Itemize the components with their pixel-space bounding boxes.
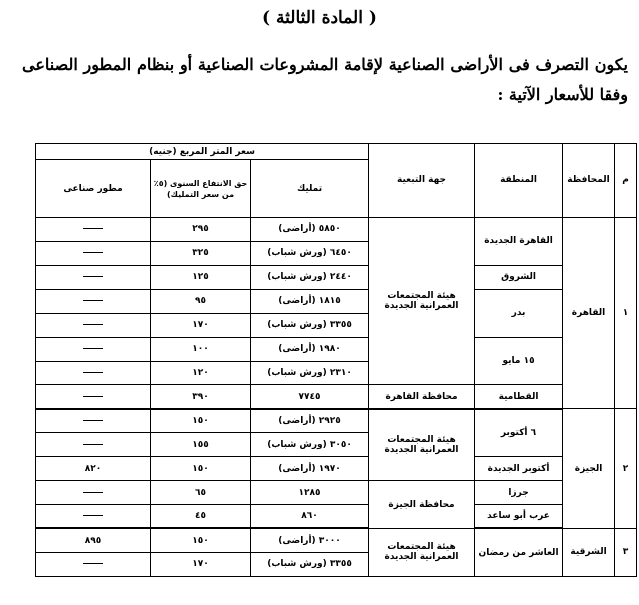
- header-developer: مطور صناعى: [36, 160, 151, 218]
- cell-developer: [36, 481, 151, 505]
- dash-mark: [83, 492, 103, 493]
- cell-governorate: الجيزة: [563, 409, 615, 529]
- header-authority: جهة التبعية: [369, 144, 475, 218]
- cell-ownership: ٣٠٠٠ (أراضى): [251, 528, 369, 552]
- table-row: [36, 457, 637, 481]
- dash-mark: [83, 252, 103, 253]
- dash-mark: [83, 396, 103, 397]
- cell-zone: بدر: [475, 289, 563, 337]
- dash-mark: [83, 228, 103, 229]
- header-num: م: [615, 144, 637, 218]
- dash-mark: [83, 563, 103, 564]
- table-row: [36, 409, 637, 433]
- cell-developer: [36, 409, 151, 433]
- cell-usufruct: ١٧٠: [151, 552, 251, 576]
- cell-ownership: ١٩٧٠ (أراضى): [251, 457, 369, 481]
- cell-authority: هيئة المجتمعات العمرانية الجديدة: [369, 409, 475, 481]
- table-row: [36, 217, 637, 241]
- cell-developer: ٨٢٠: [36, 457, 151, 481]
- cell-zone: جرزا: [475, 481, 563, 505]
- cell-ownership: ٣٠٥٠ (ورش شباب): [251, 433, 369, 457]
- cell-authority: هيئة المجتمعات العمرانية الجديدة: [369, 528, 475, 576]
- cell-developer: [36, 337, 151, 361]
- cell-ownership: ١٨١٥ (أراضى): [251, 289, 369, 313]
- cell-num: ٢: [615, 409, 637, 529]
- dash-mark: [83, 372, 103, 373]
- table-row: [36, 385, 637, 409]
- cell-usufruct: ٣٢٥: [151, 241, 251, 265]
- cell-usufruct: ١٥٠: [151, 409, 251, 433]
- cell-authority: هيئة المجتمعات العمرانية الجديدة: [369, 217, 475, 384]
- cell-ownership: ٦٤٥٠ (ورش شباب): [251, 241, 369, 265]
- cell-ownership: ١٩٨٠ (أراضى): [251, 337, 369, 361]
- table-row: [36, 528, 637, 552]
- cell-zone: عرب أبو ساعد: [475, 505, 563, 529]
- cell-developer: [36, 433, 151, 457]
- header-price-group: سعر المتر المربع (جنيه): [36, 144, 369, 160]
- cell-ownership: ٢٤٤٠ (ورش شباب): [251, 265, 369, 289]
- cell-usufruct: ١٥٠: [151, 528, 251, 552]
- cell-usufruct: ٤٥: [151, 505, 251, 529]
- cell-usufruct: ٦٥: [151, 481, 251, 505]
- cell-governorate: الشرقية: [563, 528, 615, 576]
- cell-authority: محافظة الجيزة: [369, 481, 475, 529]
- dash-mark: [83, 324, 103, 325]
- cell-developer: [36, 217, 151, 241]
- cell-governorate: القاهرة: [563, 217, 615, 408]
- dash-mark: [83, 276, 103, 277]
- article-title: ( المادة الثالثة ): [262, 8, 377, 28]
- header-zone: المنطقة: [475, 144, 563, 218]
- table-row: [36, 337, 637, 361]
- table-row: [36, 265, 637, 289]
- table-header-row: [36, 144, 637, 160]
- cell-zone: العاشر من رمضان: [475, 528, 563, 576]
- table-row: [36, 289, 637, 313]
- cell-developer: ٨٩٥: [36, 528, 151, 552]
- header-ownership: تمليك: [251, 160, 369, 218]
- cell-developer: [36, 241, 151, 265]
- cell-usufruct: ١٥٠: [151, 457, 251, 481]
- cell-zone: القطامية: [475, 385, 563, 409]
- cell-ownership: ٢٩٢٥ (أراضى): [251, 409, 369, 433]
- cell-developer: [36, 505, 151, 529]
- dash-mark: [83, 444, 103, 445]
- cell-usufruct: ٢٩٥: [151, 217, 251, 241]
- table-row: [36, 481, 637, 505]
- cell-usufruct: ١٠٠: [151, 337, 251, 361]
- cell-ownership: ٨٦٠: [251, 505, 369, 529]
- dash-mark: [83, 420, 103, 421]
- dash-mark: [83, 515, 103, 516]
- cell-developer: [36, 289, 151, 313]
- cell-num: ١: [615, 217, 637, 408]
- header-governorate: المحافظة: [563, 144, 615, 218]
- cell-zone: ٦ أكتوبر: [475, 409, 563, 457]
- cell-ownership: ٣٣٥٥ (ورش شباب): [251, 313, 369, 337]
- cell-usufruct: ١٢٥: [151, 265, 251, 289]
- cell-developer: [36, 552, 151, 576]
- cell-ownership: ٣٣٥٥ (ورش شباب): [251, 552, 369, 576]
- cell-num: ٣: [615, 528, 637, 576]
- cell-developer: [36, 265, 151, 289]
- cell-zone: أكتوبر الجديدة: [475, 457, 563, 481]
- cell-ownership: ١٢٨٥: [251, 481, 369, 505]
- cell-usufruct: ١٥٥: [151, 433, 251, 457]
- cell-ownership: ٢٣١٠ (ورش شباب): [251, 361, 369, 385]
- header-usufruct: حق الانتفاع السنوى (٥٪ من سعر التمليك): [151, 160, 251, 218]
- cell-zone: ١٥ مايو: [475, 337, 563, 385]
- cell-authority: محافظة القاهرة: [369, 385, 475, 409]
- dash-mark: [83, 300, 103, 301]
- dash-mark: [83, 348, 103, 349]
- cell-usufruct: ١٧٠: [151, 313, 251, 337]
- cell-usufruct: ٩٥: [151, 289, 251, 313]
- cell-usufruct: ٣٩٠: [151, 385, 251, 409]
- cell-developer: [36, 385, 151, 409]
- cell-zone: الشروق: [475, 265, 563, 289]
- cell-usufruct: ١٢٠: [151, 361, 251, 385]
- intro-paragraph: يكون التصرف فى الأراضى الصناعية لإقامة المشروعات الصناعية أو بنظام المطور الصناعى وفقا للأسعار الآتية :: [22, 55, 628, 104]
- cell-zone: القاهرة الجديدة: [475, 217, 563, 265]
- cell-developer: [36, 361, 151, 385]
- cell-developer: [36, 313, 151, 337]
- cell-ownership: ٥٨٥٠ (أراضى): [251, 217, 369, 241]
- price-table: [35, 143, 637, 577]
- table-row: [36, 505, 637, 529]
- cell-ownership: ٧٧٤٥: [251, 385, 369, 409]
